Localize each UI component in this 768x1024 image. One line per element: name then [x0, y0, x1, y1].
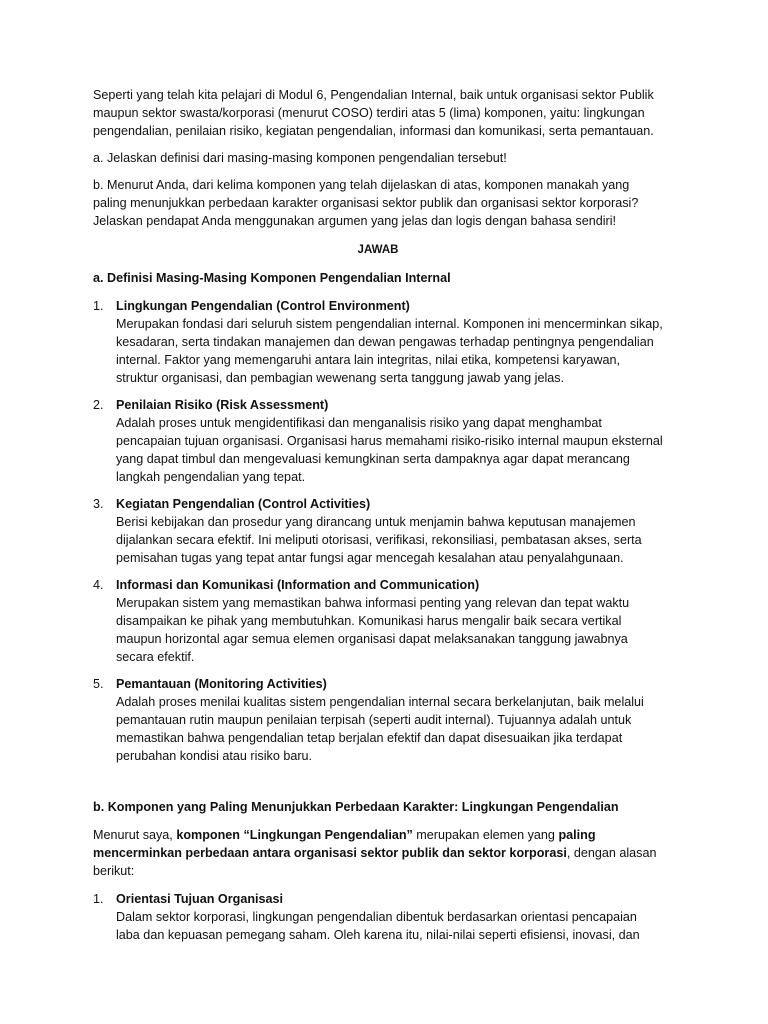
section-a-list	[93, 297, 663, 765]
item-body: Adalah proses untuk mengidentifikasi dan menganalisis risiko yang dapat menghambat pencapaian tujuan organisasi. Organisasi harus memahami risiko-risiko internal maupun eksternal yang dapat timbul dan mengevaluasi kemungkinan serta dampaknya agar dapat merancang langkah pengendalian yang tepat.	[116, 416, 663, 484]
section-b-title: b. Komponen yang Paling Menunjukkan Perbedaan Karakter: Lingkungan Pengendalian	[93, 800, 619, 814]
intro-bold: komponen “Lingkungan Pengendalian”	[176, 828, 413, 842]
item-body: Merupakan sistem yang memastikan bahwa informasi penting yang relevan dan tepat waktu disampaikan ke pihak yang membutuhkan. Komunikasi harus mengalir baik secara vertikal maupun horizontal agar semua elemen organisasi dapat melaksanakan tanggung jawabnya secara efektif.	[116, 596, 630, 664]
section-b-list	[93, 890, 663, 944]
list-item	[93, 890, 663, 944]
intro-text: merupakan elemen yang	[412, 828, 559, 842]
item-number: 4.	[93, 578, 104, 592]
item-title: Lingkungan Pengendalian (Control Environment)	[116, 299, 410, 313]
answer-heading: JAWAB	[357, 244, 399, 256]
intro-text: , dengan alasan berikut:	[93, 846, 657, 878]
list-item	[93, 297, 663, 387]
item-body: Adalah proses menilai kualitas sistem pengendalian internal secara berkelanjutan, baik melalui pemantauan rutin maupun penilaian terpisah (seperti audit internal). Tujuannya adalah untuk memastikan bahwa pengendalian tetap berjalan efektif dan dapat disesuaikan jika terdapat perubahan kondisi atau risiko baru.	[116, 695, 644, 763]
item-body: Merupakan fondasi dari seluruh sistem pengendalian internal. Komponen ini mencerminkan sikap, kesadaran, serta tindakan manajemen dan dewan pengawas terhadap pentingnya pengendalian internal. Faktor yang memengaruhi antara lain integritas, nilai etika, kompetensi karyawan, struktur organisasi, dan pembagian wewenang serta tanggung jawab yang jelas.	[116, 317, 663, 385]
item-number: 3.	[93, 497, 104, 511]
item-number: 2.	[93, 398, 104, 412]
intro-bold: paling mencerminkan perbedaan antara organisasi sektor publik dan sektor korporasi	[93, 828, 596, 860]
list-item	[93, 675, 663, 765]
question-b: b. Menurut Anda, dari kelima komponen yang telah dijelaskan di atas, komponen manakah yang paling menunjukkan perbedaan karakter organisasi sektor publik dan organisasi sektor korporasi? Jelaskan pendapat Anda menggunakan argumen yang jelas dan logis dengan bahasa sendiri!	[93, 178, 639, 228]
section-b-intro	[93, 826, 663, 880]
item-title: Orientasi Tujuan Organisasi	[116, 892, 284, 906]
item-number: 1.	[93, 299, 104, 313]
item-title: Pemantauan (Monitoring Activities)	[116, 677, 327, 691]
item-number: 1.	[93, 892, 104, 906]
list-item	[93, 576, 663, 666]
question-a: a. Jelaskan definisi dari masing-masing komponen pengendalian tersebut!	[93, 151, 507, 165]
item-number: 5.	[93, 677, 104, 691]
intro-text: Menurut saya,	[93, 828, 177, 842]
document-page	[93, 86, 663, 953]
item-body: Dalam sektor korporasi, lingkungan pengendalian dibentuk berdasarkan orientasi pencapaian laba dan kepuasan pemegang saham. Oleh karena itu, nilai-nilai seperti efisiensi, inovasi, dan	[116, 910, 640, 942]
item-title: Informasi dan Komunikasi (Information and Communication)	[116, 578, 480, 592]
list-item	[93, 495, 663, 567]
list-item	[93, 396, 663, 486]
item-title: Kegiatan Pengendalian (Control Activities)	[116, 497, 371, 511]
intro-paragraph: Seperti yang telah kita pelajari di Modul 6, Pengendalian Internal, baik untuk organisasi sektor Publik maupun sektor swasta/korporasi (menurut COSO) terdiri atas 5 (lima) komponen, yaitu: lingkungan pengendalian, penilaian risiko, kegiatan pengendalian, informasi dan komunikasi, serta pemantauan.	[93, 88, 654, 138]
item-body: Berisi kebijakan dan prosedur yang dirancang untuk menjamin bahwa keputusan manajemen dijalankan secara efektif. Ini meliputi otorisasi, verifikasi, rekonsiliasi, pembatasan akses, serta pemisahan tugas yang tepat antar fungsi agar mencegah kesalahan atau penyalahgunaan.	[116, 515, 642, 565]
item-title: Penilaian Risiko (Risk Assessment)	[116, 398, 329, 412]
section-a-title: a. Definisi Masing-Masing Komponen Pengendalian Internal	[93, 271, 451, 285]
